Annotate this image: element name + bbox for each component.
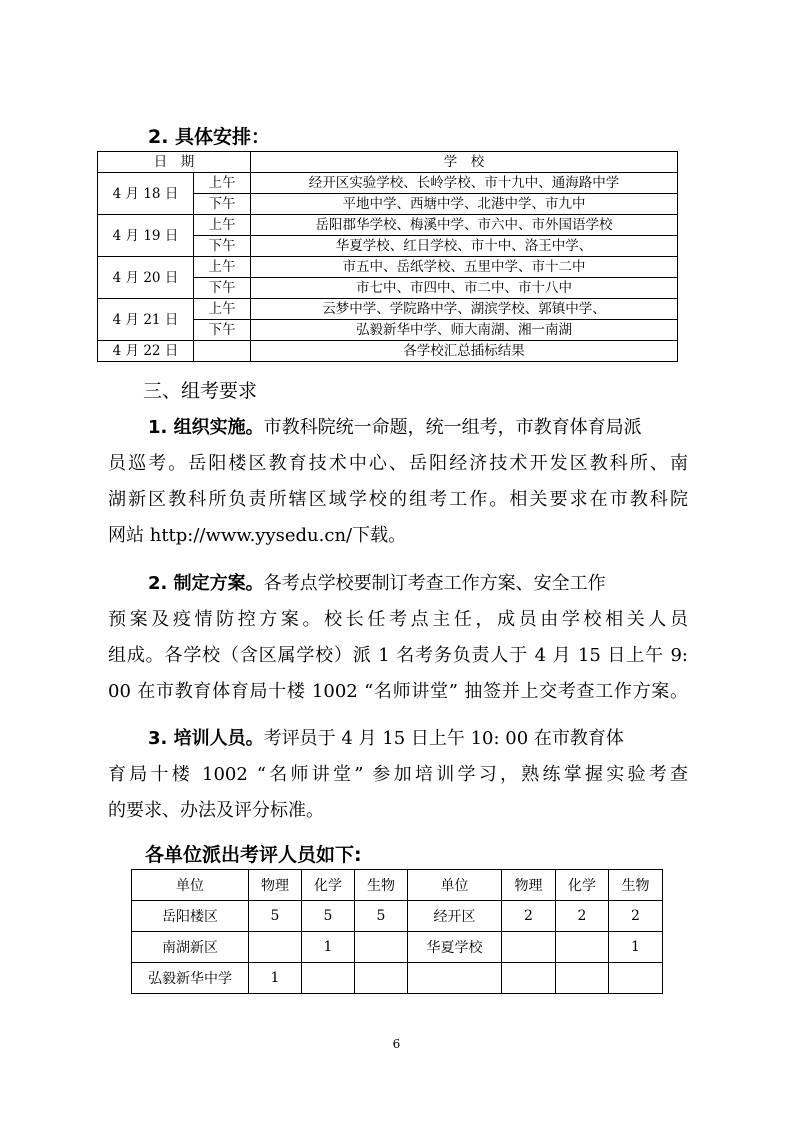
schools-cell: 各学校汇总插标结果 <box>251 341 678 362</box>
header-cell: 物理 <box>249 870 302 901</box>
schools-cell: 市五中、岳纸学校、五里中学、市十二中 <box>251 257 678 278</box>
schools-cell: 市七中、市四中、市二中、市十八中 <box>251 278 678 299</box>
header-cell: 化学 <box>556 870 609 901</box>
item-3-paragraph <box>108 721 688 829</box>
paragraph-text: 考评员于 4 月 15 日上午 10: 00 在市教育体 <box>263 728 624 749</box>
period-cell: 下午 <box>194 194 251 215</box>
schools-cell: 华夏学校、红日学校、市十中、洛王中学、 <box>251 236 678 257</box>
period-cell: 下午 <box>194 236 251 257</box>
paragraph-text: 各考点学校要制订考查工作方案、安全工作 <box>263 573 606 594</box>
period-cell: 下午 <box>194 278 251 299</box>
schedule-row <box>98 173 678 194</box>
table-cell: 5 <box>355 901 408 932</box>
header-cell: 生物 <box>609 870 663 901</box>
table-cell: 1 <box>609 932 663 963</box>
header-date: 日 期 <box>98 152 251 173</box>
schools-cell: 弘毅新华中学、师大南湖、湘一南湖 <box>251 320 678 341</box>
table-cell: 华夏学校 <box>408 932 502 963</box>
schedule-header-row <box>98 152 678 173</box>
paragraph-line: 网站 http://www.yysedu.cn/下载。 <box>108 525 407 546</box>
header-cell: 化学 <box>302 870 355 901</box>
staff-row <box>132 963 663 994</box>
table-cell: 1 <box>302 932 355 963</box>
date-cell: 4 月 21 日 <box>98 299 194 341</box>
schools-cell: 经开区实验学校、长岭学校、市十九中、通海路中学 <box>251 173 678 194</box>
header-cell: 单位 <box>132 870 249 901</box>
header-cell: 单位 <box>408 870 502 901</box>
paragraph-line: 员巡考。岳阳楼区教育技术中心、岳阳经济技术开发区教科所、南 <box>108 453 688 474</box>
date-cell: 4 月 22 日 <box>98 341 194 362</box>
page-number: 6 <box>392 1037 401 1051</box>
table-cell <box>355 963 408 994</box>
table-cell: 1 <box>249 963 302 994</box>
schools-cell: 平地中学、西塘中学、北港中学、市九中 <box>251 194 678 215</box>
paragraph-line <box>108 566 688 602</box>
table-cell: 5 <box>249 901 302 932</box>
schedule-row <box>98 299 678 320</box>
schedule-row <box>98 341 678 362</box>
header-school: 学 校 <box>251 152 678 173</box>
period-cell: 下午 <box>194 320 251 341</box>
table-cell: 岳阳楼区 <box>132 901 249 932</box>
schedule-heading: 2. 具体安排： <box>148 126 271 148</box>
item-1-paragraph <box>108 410 688 554</box>
table-cell: 经开区 <box>408 901 502 932</box>
table-cell <box>302 963 355 994</box>
table-cell: 2 <box>556 901 609 932</box>
table-cell <box>556 932 609 963</box>
schedule-row <box>98 215 678 236</box>
table-cell <box>502 932 556 963</box>
paragraph-line: 育局十楼 1002 “名师讲堂” 参加培训学习，熟练掌握实验考查 <box>108 764 688 785</box>
paragraph-line <box>108 721 688 757</box>
table-cell: 弘毅新华中学 <box>132 963 249 994</box>
schools-cell: 云梦中学、学院路中学、湖滨学校、郭镇中学、 <box>251 299 678 320</box>
period-cell: 上午 <box>194 257 251 278</box>
table-cell: 5 <box>302 901 355 932</box>
paragraph-line: 湖新区教科所负责所辖区域学校的组考工作。相关要求在市教科院 <box>108 489 688 510</box>
table-cell: 南湖新区 <box>132 932 249 963</box>
table-cell <box>502 963 556 994</box>
date-cell: 4 月 19 日 <box>98 215 194 257</box>
date-cell: 4 月 18 日 <box>98 173 194 215</box>
period-cell: 上午 <box>194 173 251 194</box>
period-cell: 上午 <box>194 299 251 320</box>
staff-row <box>132 932 663 963</box>
schools-cell: 岳阳郡华学校、梅溪中学、市六中、市外国语学校 <box>251 215 678 236</box>
period-cell <box>194 341 251 362</box>
schedule-table <box>97 151 678 362</box>
table-cell <box>249 932 302 963</box>
date-cell: 4 月 20 日 <box>98 257 194 299</box>
table-cell <box>609 963 663 994</box>
paragraph-line: 的要求、办法及评分标准。 <box>108 800 324 821</box>
paragraph-line: 组成。各学校（含区属学校）派 1 名考务负责人于 4 月 15 日上午 9: <box>108 645 688 666</box>
table-cell: 2 <box>609 901 663 932</box>
header-cell: 物理 <box>502 870 556 901</box>
table-cell: 2 <box>502 901 556 932</box>
table-cell <box>408 963 502 994</box>
header-cell: 生物 <box>355 870 408 901</box>
staff-header-row <box>132 870 663 901</box>
item-2-paragraph <box>108 566 688 710</box>
paragraph-line: 预案及疫情防控方案。校长任考点主任，成员由学校相关人员 <box>108 609 688 630</box>
paragraph-line: 00 在市教育体育局十楼 1002 “名师讲堂” 抽签并上交考查工作方案。 <box>108 681 688 702</box>
period-cell: 上午 <box>194 215 251 236</box>
staff-heading: 各单位派出考评人员如下: <box>145 844 362 866</box>
table-cell <box>355 932 408 963</box>
item-1-title: 1. 组织实施。 <box>148 417 264 438</box>
paragraph-text: 市教科院统一命题，统一组考，市教育体育局派 <box>263 417 642 438</box>
staff-table <box>131 869 663 994</box>
section-title: 三、组考要求 <box>143 380 258 402</box>
table-cell <box>556 963 609 994</box>
schedule-row <box>98 257 678 278</box>
paragraph-line <box>108 410 688 446</box>
staff-row <box>132 901 663 932</box>
item-2-title: 2. 制定方案。 <box>148 573 264 594</box>
item-3-title: 3. 培训人员。 <box>148 728 264 749</box>
